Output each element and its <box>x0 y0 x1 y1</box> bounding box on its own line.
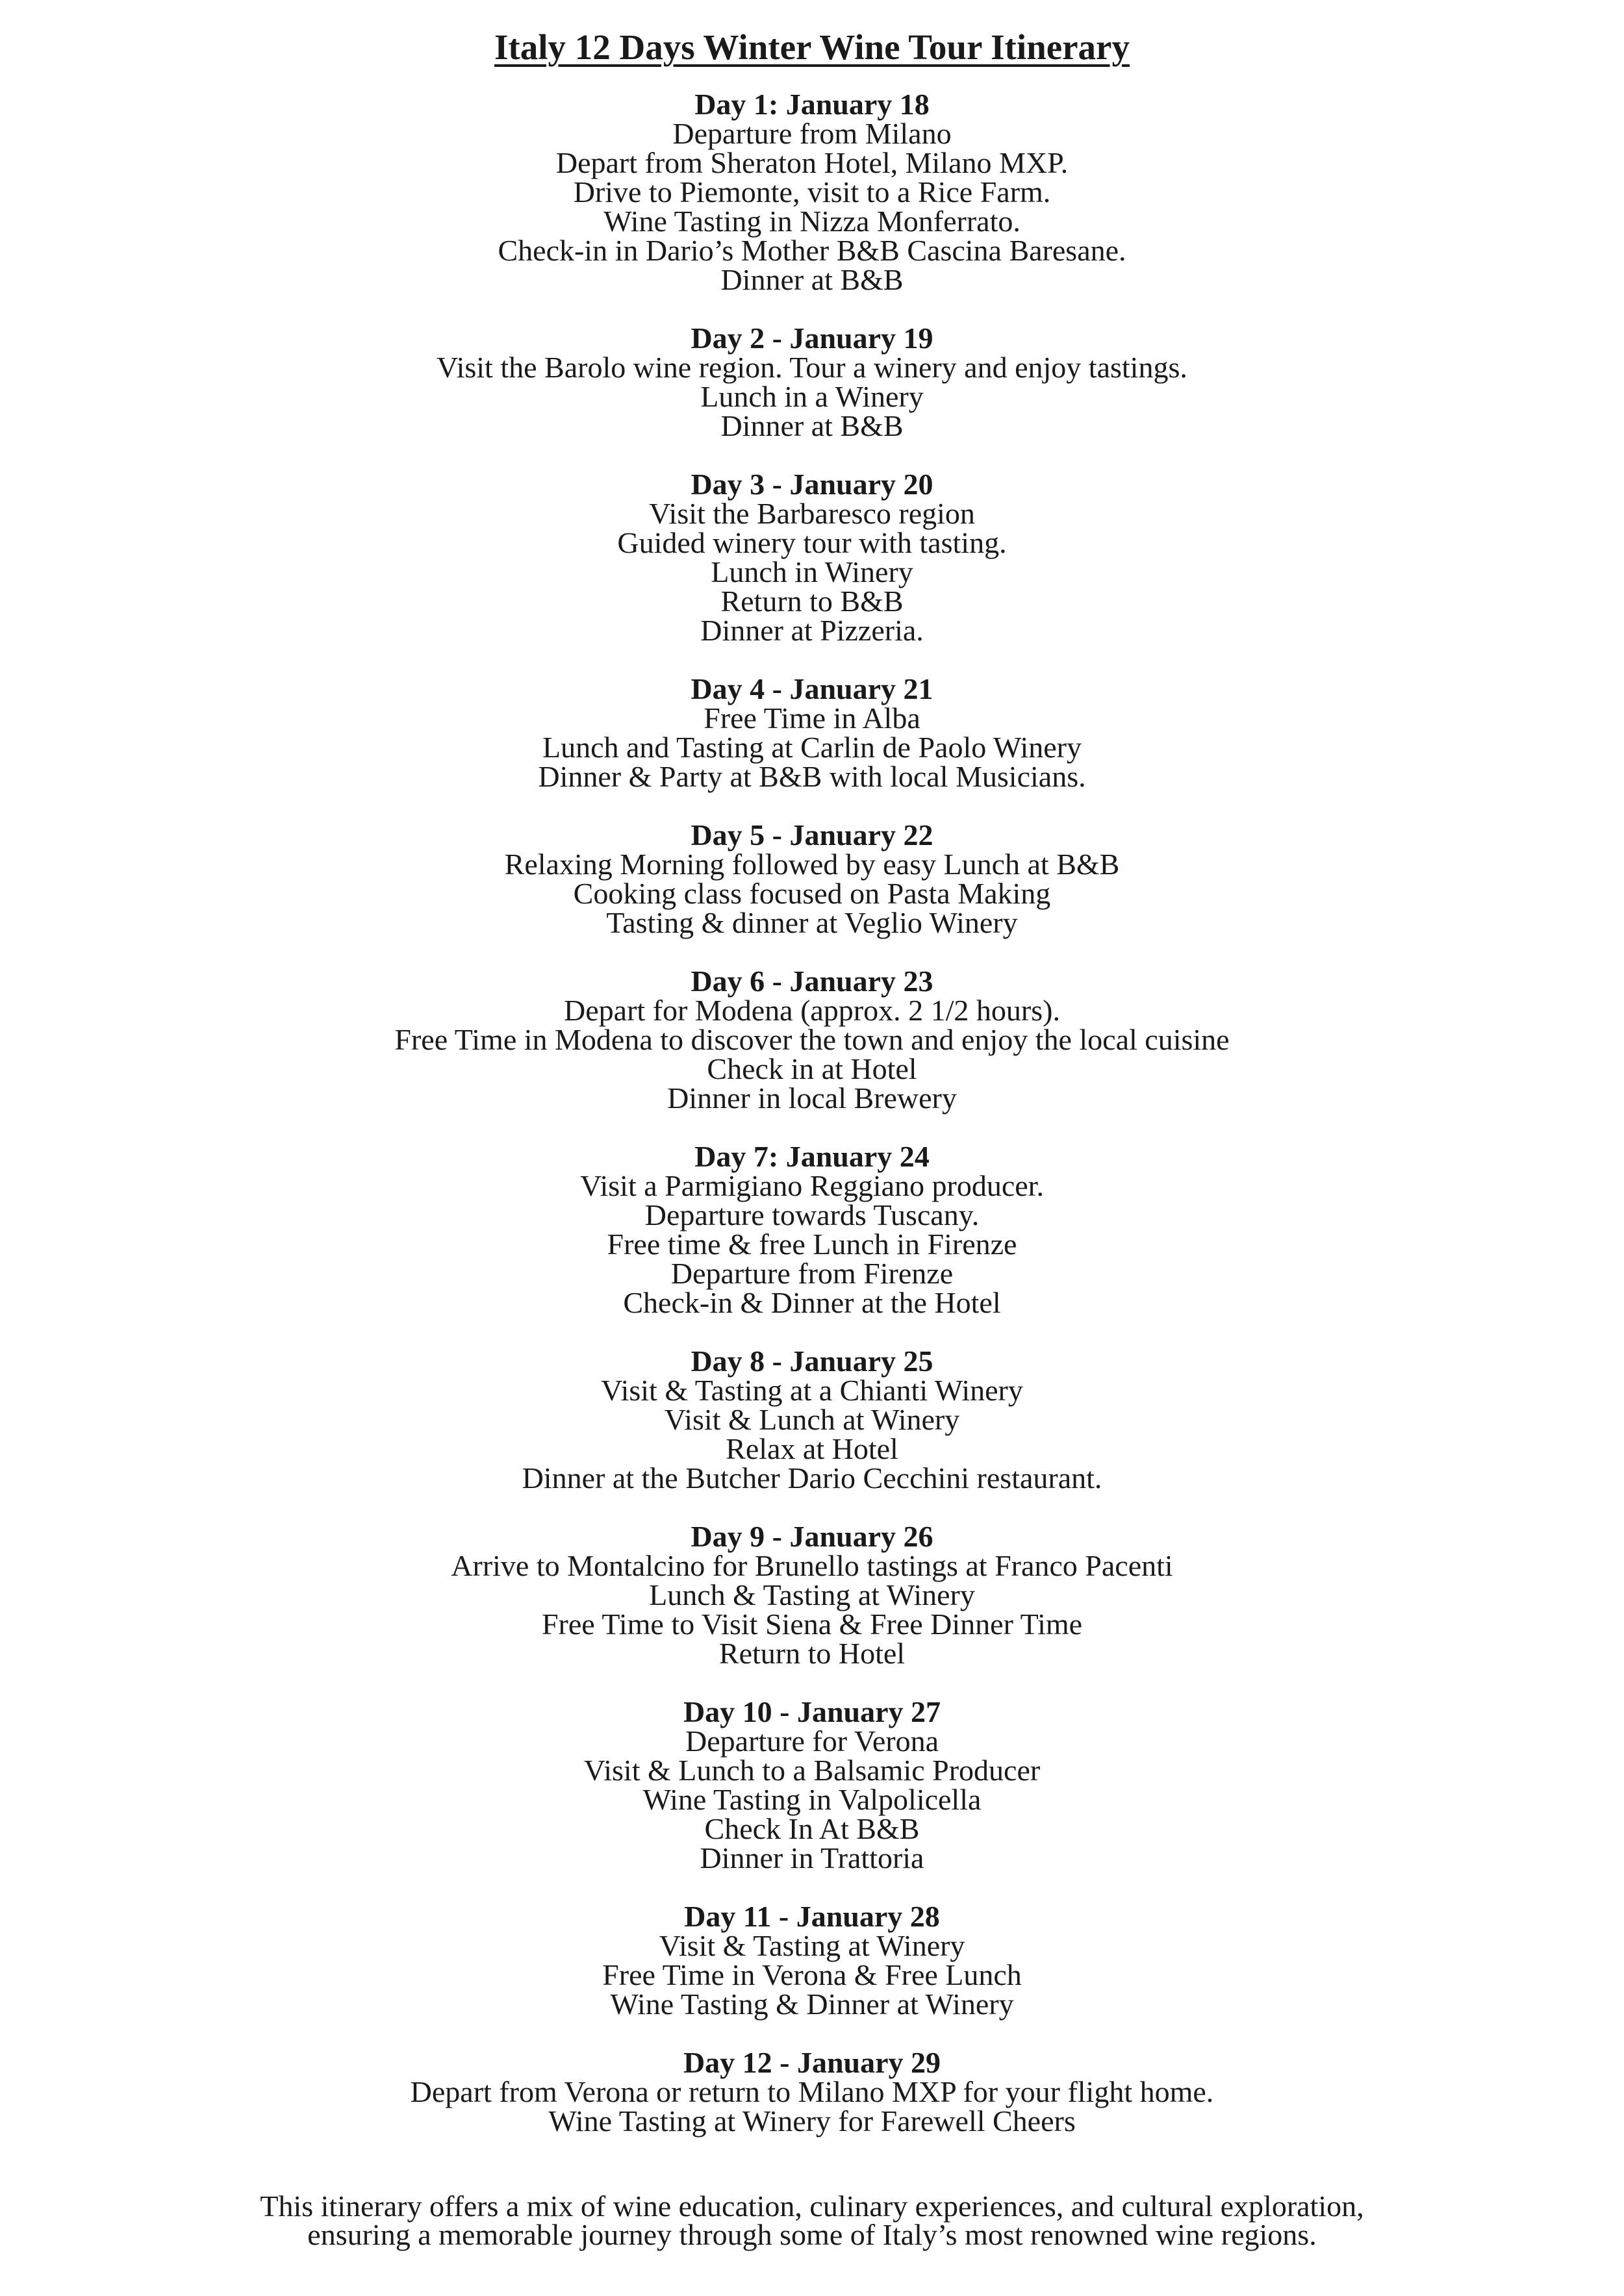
day-activity: Dinner in local Brewery <box>667 1081 957 1115</box>
day-activity: Arrive to Montalcino for Brunello tastings at Franco Pacenti <box>451 1549 1173 1582</box>
day-section <box>0 1142 1624 1317</box>
day-heading: Day 5 - January 22 <box>691 818 933 852</box>
day-activity: Departure from Milano <box>672 117 952 150</box>
day-activity: Departure from Firenze <box>670 1257 954 1290</box>
day-activity: Visit the Barbaresco region <box>649 497 975 530</box>
day-activity: Dinner at Pizzeria. <box>700 614 924 647</box>
day-activity: Check-in in Dario’s Mother B&B Cascina Baresane. <box>498 234 1126 267</box>
day-activity-list <box>0 1376 1624 1493</box>
day-activity: Lunch in a Winery <box>700 380 924 413</box>
day-activity: Visit & Tasting at Winery <box>659 1929 965 1962</box>
closing-note <box>0 2189 1624 2251</box>
day-activity: Lunch in Winery <box>711 555 913 588</box>
day-activity: Dinner in Trattoria <box>700 1841 924 1874</box>
day-activity: Visit & Tasting at a Chianti Winery <box>601 1374 1023 1407</box>
day-activity: Wine Tasting in Valpolicella <box>642 1783 982 1816</box>
day-heading: Day 11 - January 28 <box>684 1900 940 1933</box>
day-heading: Day 9 - January 26 <box>691 1520 933 1553</box>
day-activity: Check-in & Dinner at the Hotel <box>623 1286 1001 1319</box>
day-activity: Free Time in Verona & Free Lunch <box>602 1958 1022 1991</box>
day-activity: Drive to Piemonte, visit to a Rice Farm. <box>573 175 1051 208</box>
day-heading: Day 8 - January 25 <box>691 1344 933 1378</box>
day-activity: Wine Tasting at Winery for Farewell Cheers <box>548 2104 1076 2138</box>
closing-note-line: This itinerary offers a mix of wine education, culinary experiences, and cultural exploration, <box>260 2189 1364 2223</box>
day-heading: Day 3 - January 20 <box>691 468 933 501</box>
day-section <box>0 1346 1624 1493</box>
day-section <box>0 1697 1624 1873</box>
day-activity: Visit the Barolo wine region. Tour a winery and enjoy tastings. <box>437 351 1187 384</box>
day-activity: Free time & free Lunch in Firenze <box>607 1228 1017 1261</box>
day-activity-list <box>0 1551 1624 1668</box>
day-activity: Visit a Parmigiano Reggiano producer. <box>580 1169 1044 1202</box>
day-heading: Day 7: January 24 <box>694 1140 930 1173</box>
day-activity: Wine Tasting in Nizza Monferrato. <box>603 205 1021 238</box>
day-activity: Relax at Hotel <box>726 1432 898 1465</box>
day-activity: Free Time to Visit Siena & Free Dinner Time <box>541 1608 1083 1641</box>
day-activity: Check In At B&B <box>704 1812 920 1845</box>
day-heading: Day 12 - January 29 <box>683 2046 941 2079</box>
day-activity: Visit & Lunch at Winery <box>664 1403 960 1436</box>
day-activity: Departure for Verona <box>685 1724 939 1758</box>
day-activity: Free Time in Modena to discover the town and enjoy the local cuisine <box>394 1023 1230 1056</box>
day-activity: Depart from Verona or return to Milano MXP for your flight home. <box>410 2075 1214 2108</box>
day-section <box>0 1902 1624 2019</box>
day-activity: Depart from Sheraton Hotel, Milano MXP. <box>555 146 1069 179</box>
day-activity: Lunch & Tasting at Winery <box>649 1578 975 1611</box>
day-activity: Dinner & Party at B&B with local Musicians. <box>538 760 1086 793</box>
day-activity-list <box>0 2077 1624 2136</box>
day-heading: Day 2 - January 19 <box>691 322 933 355</box>
day-activity: Return to Hotel <box>718 1637 906 1670</box>
day-activity: Dinner at the Butcher Dario Cecchini restaurant. <box>522 1461 1102 1495</box>
day-section <box>0 966 1624 1113</box>
day-activity: Cooking class focused on Pasta Making <box>573 877 1051 910</box>
day-activity: Relaxing Morning followed by easy Lunch at B&B <box>504 848 1120 881</box>
day-activity: Guided winery tour with tasting. <box>617 526 1007 559</box>
day-section <box>0 90 1624 294</box>
day-heading: Day 4 - January 21 <box>691 672 933 705</box>
day-activity: Dinner at B&B <box>720 263 904 296</box>
day-activity-list <box>0 499 1624 645</box>
day-activity-list <box>0 119 1624 294</box>
day-section <box>0 470 1624 645</box>
day-activity-list <box>0 353 1624 440</box>
day-activity-list <box>0 996 1624 1113</box>
day-section <box>0 2048 1624 2136</box>
day-activity-list <box>0 1931 1624 2019</box>
day-activity: Return to B&B <box>720 585 904 618</box>
day-heading: Day 10 - January 27 <box>683 1695 941 1728</box>
day-activity: Dinner at B&B <box>720 409 904 442</box>
day-heading: Day 1: January 18 <box>694 88 930 121</box>
day-activity: Tasting & dinner at Veglio Winery <box>606 906 1018 939</box>
day-activity: Wine Tasting & Dinner at Winery <box>610 1987 1014 2021</box>
day-activity: Visit & Lunch to a Balsamic Producer <box>583 1754 1041 1787</box>
page-title: Italy 12 Days Winter Wine Tour Itinerary <box>494 27 1130 67</box>
day-heading: Day 6 - January 23 <box>691 965 933 998</box>
day-activity: Departure towards Tuscany. <box>644 1198 980 1231</box>
day-activity-list <box>0 703 1624 791</box>
closing-note-line: ensuring a memorable journey through some of Italy’s most renowned wine regions. <box>307 2218 1317 2251</box>
day-activity: Free Time in Alba <box>704 701 920 735</box>
day-section <box>0 820 1624 937</box>
day-section <box>0 1522 1624 1668</box>
day-activity-list <box>0 1171 1624 1317</box>
day-section <box>0 674 1624 791</box>
day-list <box>0 90 1624 2165</box>
day-activity: Check in at Hotel <box>707 1052 917 1085</box>
day-activity: Depart for Modena (approx. 2 1/2 hours). <box>564 994 1060 1027</box>
day-activity: Lunch and Tasting at Carlin de Paolo Winery <box>542 731 1082 764</box>
day-activity-list <box>0 1726 1624 1873</box>
day-section <box>0 323 1624 440</box>
day-activity-list <box>0 850 1624 937</box>
